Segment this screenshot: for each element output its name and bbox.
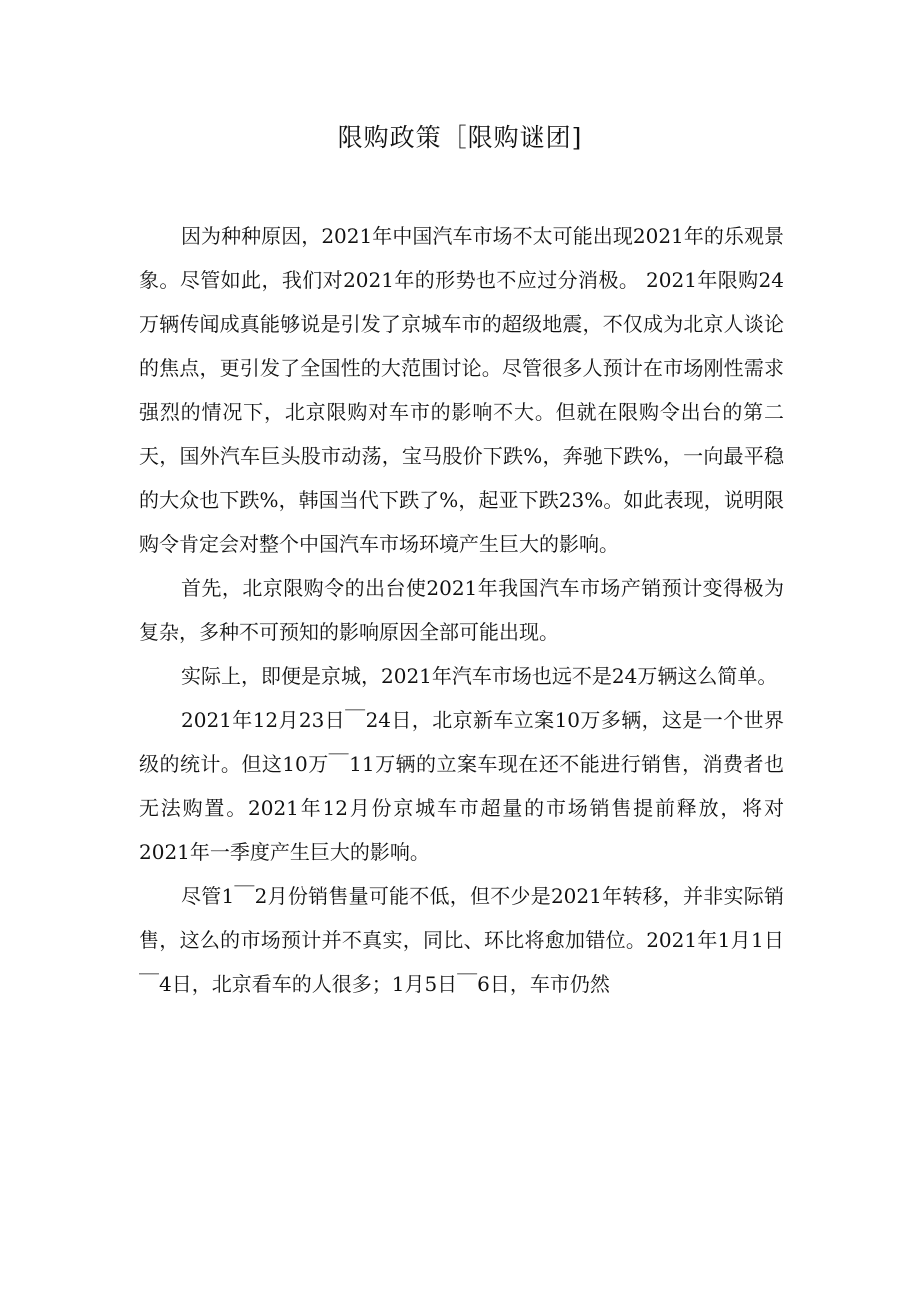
paragraph-2: 首先，北京限购令的出台使2021年我国汽车市场产销预计变得极为复杂，多种不可预知的影响原因全部可能出现。 — [139, 576, 784, 644]
paragraph-5: 尽管1￣2月份销售量可能不低，但不少是2021年转移，并非实际销售，这么的市场预计并不真实，同比、环比将愈加错位。2021年1月1日￣4日，北京看车的人很多；1月5日￣6日，车市仍然 — [139, 884, 784, 996]
paragraph-3: 实际上，即便是京城，2021年汽车市场也远不是24万辆这么简单。 — [181, 664, 778, 688]
paragraph-4: 2021年12月23日￣24日，北京新车立案10万多辆，这是一个世界级的统计。但这10万￣11万辆的立案车现在还不能进行销售，消费者也无法购置。2021年12月份京城车市超量的市场销售提前释放，将对2021年一季度产生巨大的影响。 — [139, 708, 784, 864]
article-body — [139, 214, 784, 1006]
paragraph-1: 因为种种原因，2021年中国汽车市场不太可能出现2021年的乐观景象。尽管如此，我们对2021年的形势也不应过分消极。 2021年限购24万辆传闻成真能够说是引发了京城车市的超级地震，不仅成为北京人谈论的焦点，更引发了全国性的大范围讨论。尽管很多人预计在市场刚性需求强烈的情况下，北京限购对车市的影响不大。但就在限购令出台的第二天，国外汽车巨头股市动荡，宝马股价下跌%，奔驰下跌%，一向最平稳的大众也下跌%，韩国当代下跌了%，起亚下跌23%。如此表现，说明限购令肯定会对整个中国汽车市场环境产生巨大的影响。 — [139, 224, 784, 556]
page-title: 限购政策［限购谜团] — [337, 123, 583, 152]
